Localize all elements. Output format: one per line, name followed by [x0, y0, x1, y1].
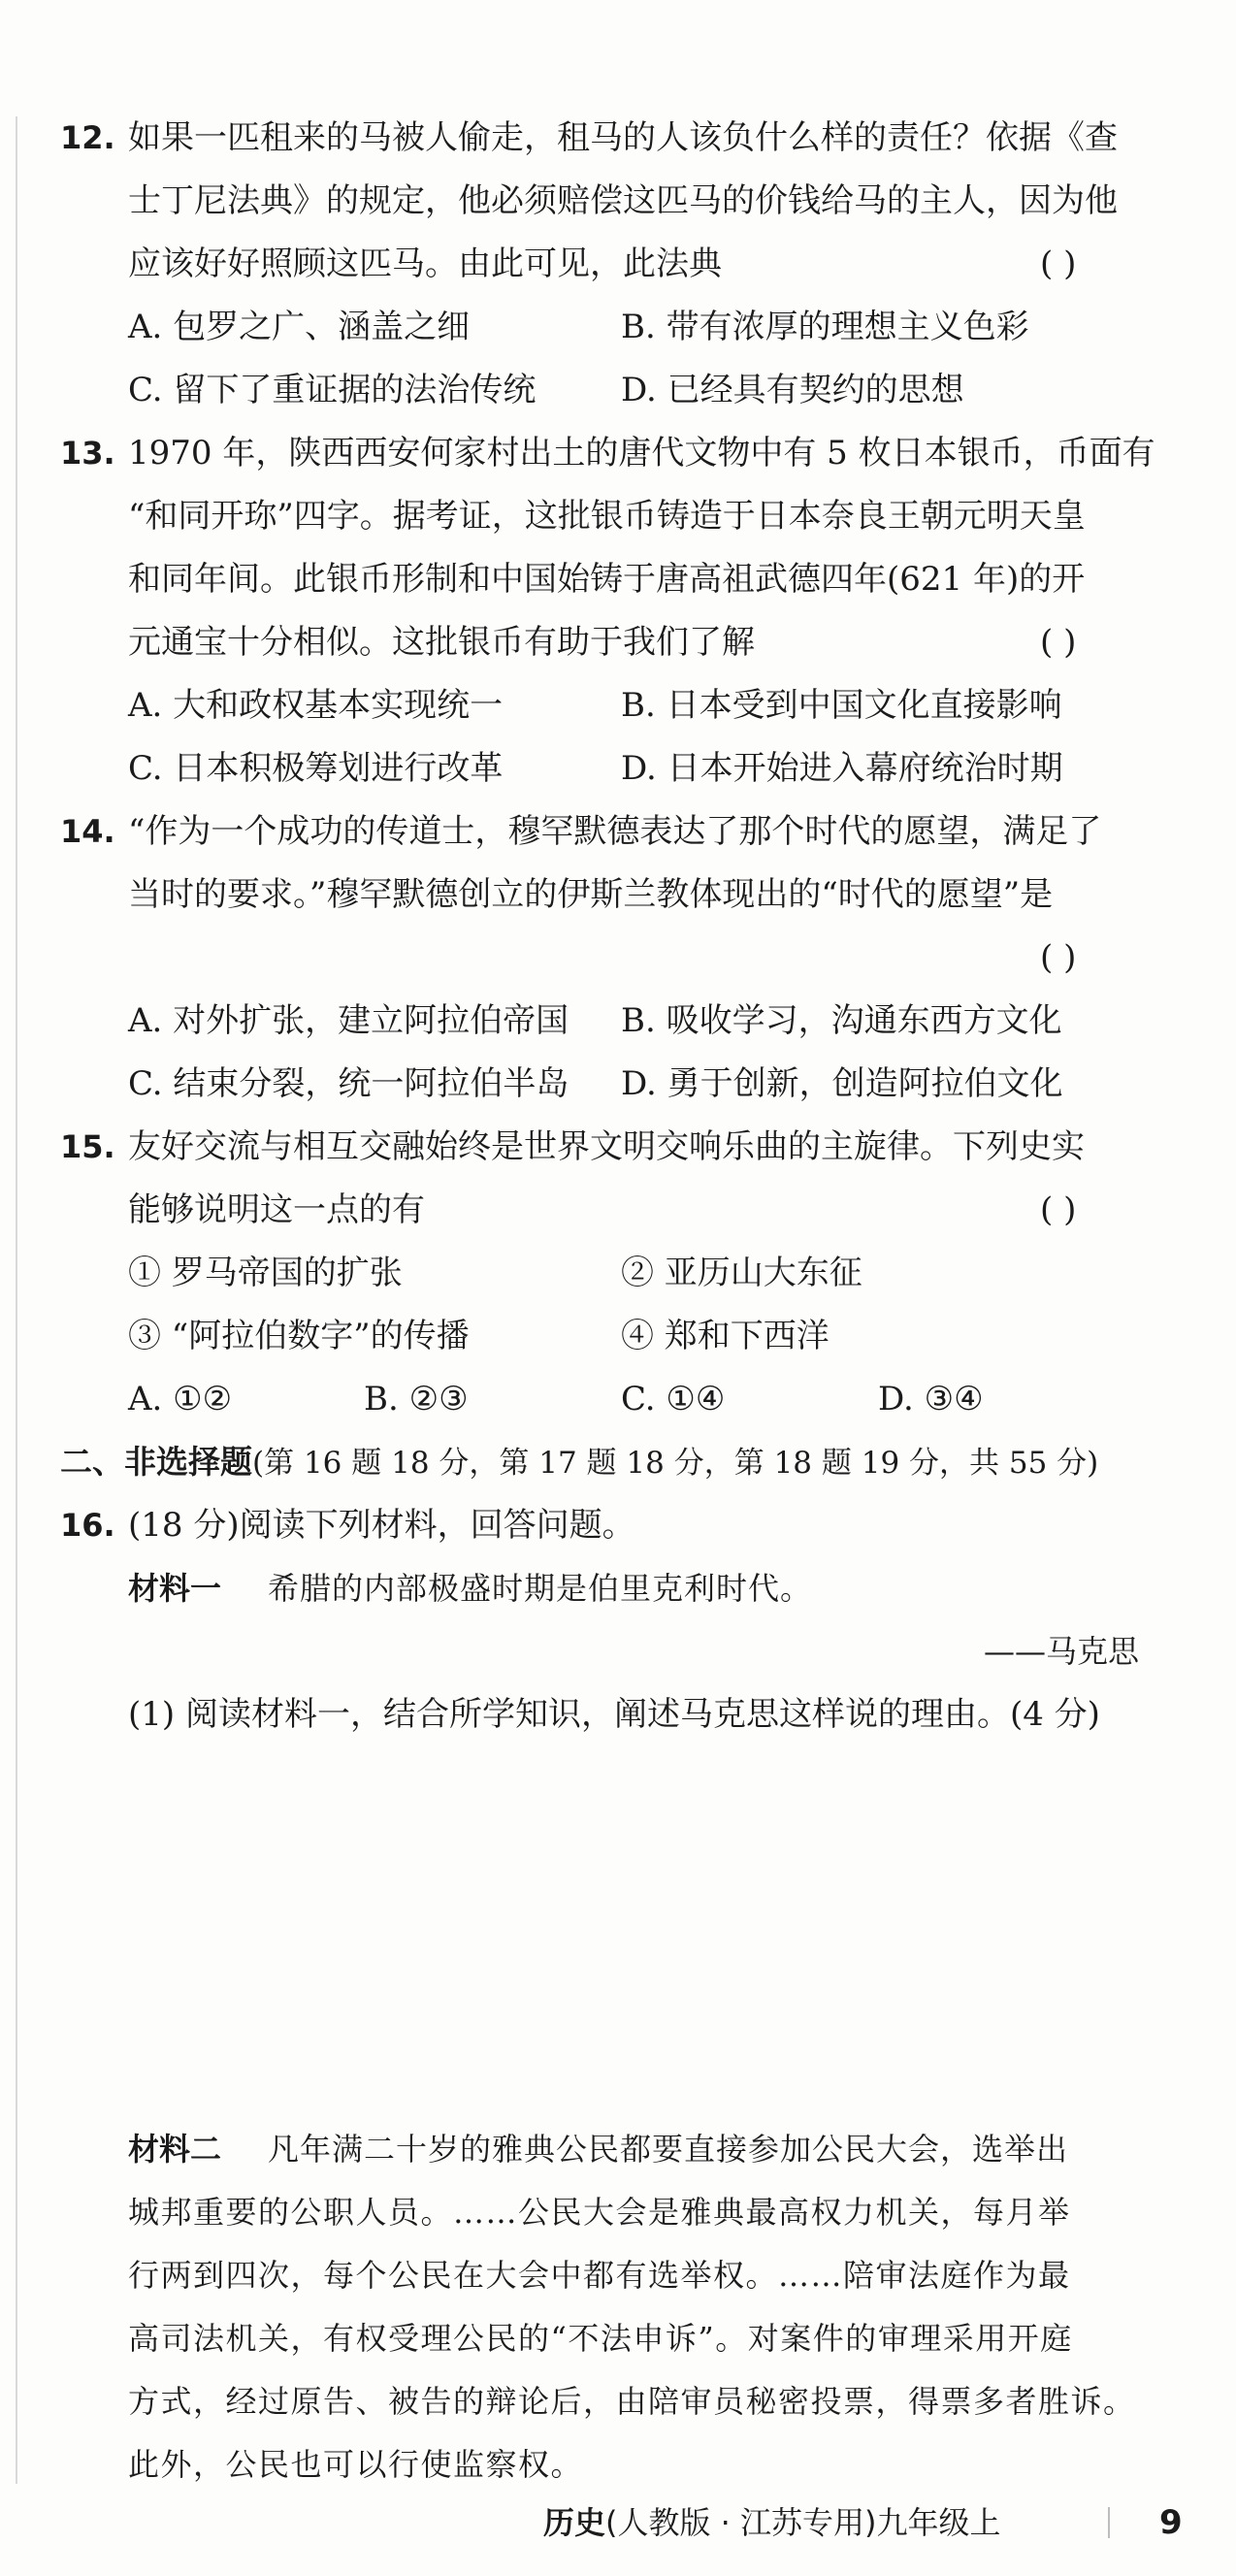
statement-4: ④ 郑和下西洋: [621, 1317, 829, 1355]
sub-question-1: (1) 阅读材料一，结合所学知识，阐述马克思这样说的理由。(4 分): [128, 1695, 1100, 1734]
sub-question-1-line: [0, 1685, 1236, 1744]
option-a: A. 包罗之广、涵盖之细: [128, 308, 471, 346]
question-text: 应该好好照顾这匹马。由此可见，此法典: [128, 245, 722, 283]
question-text: 当时的要求。”穆罕默德创立的伊斯兰教体现出的“时代的愿望”是: [128, 875, 1054, 914]
question-text: 能够说明这一点的有: [128, 1190, 425, 1229]
footer-edition: (人教版 · 江苏专用)九年级上: [605, 2504, 1001, 2541]
material-2-text: 此外，公民也可以行使监察权。: [128, 2446, 584, 2483]
material-2-text: 方式，经过原告、被告的辩论后，由陪审员秘密投票，得票多者胜诉。: [128, 2383, 1136, 2420]
question-12-options-ab: [0, 298, 1236, 356]
question-13-options-ab: [0, 676, 1236, 734]
question-12-line-2: [0, 172, 1236, 230]
question-number: 13.: [60, 435, 115, 472]
answer-bracket: ( ): [1040, 938, 1077, 977]
question-text: 如果一匹租来的马被人偷走，租马的人该负什么样的责任？依据《查: [128, 118, 1118, 157]
option-c: C. ①④: [621, 1380, 726, 1418]
question-12-line-3: [0, 235, 1236, 293]
material-2-line-1: [0, 2120, 1236, 2178]
option-d: D. ③④: [878, 1380, 984, 1418]
statement-1: ① 罗马帝国的扩张: [128, 1254, 403, 1292]
material-2-text: 凡年满二十岁的雅典公民都要直接参加公民大会，选举出: [268, 2131, 1069, 2168]
footer-book-title: [543, 2494, 1001, 2552]
question-13-line-1: [0, 424, 1236, 482]
option-d: D. 已经具有契约的思想: [621, 371, 964, 409]
question-13-options-cd: [0, 739, 1236, 798]
material-2-label: 材料二: [128, 2131, 222, 2168]
option-b: B. 带有浓厚的理想主义色彩: [621, 308, 1029, 346]
material-2-line-5: [0, 2372, 1236, 2430]
material-2-text: 高司法机关，有权受理公民的“不法申诉”。对案件的审理采用开庭: [128, 2320, 1073, 2357]
material-2-text: 城邦重要的公职人员。……公民大会是雅典最高权力机关，每月举: [128, 2194, 1071, 2231]
option-b: B. 吸收学习，沟通东西方文化: [621, 1001, 1062, 1040]
option-c: C. 结束分裂，统一阿拉伯半岛: [128, 1064, 569, 1103]
question-15-options: [0, 1370, 1236, 1428]
material-1-source: ——马克思: [983, 1633, 1139, 1670]
option-b: B. ②③: [364, 1380, 469, 1418]
section-heading: [60, 1433, 1098, 1492]
option-d: D. 勇于创新，创造阿拉伯文化: [621, 1064, 1063, 1103]
answer-bracket: ( ): [1040, 245, 1077, 283]
question-number: 14.: [60, 813, 115, 850]
material-2-text: 行两到四次，每个公民在大会中都有选举权。……陪审法庭作为最: [128, 2257, 1071, 2294]
answer-space[interactable]: [128, 1751, 1137, 2110]
question-text: “作为一个成功的传道士，穆罕默德表达了那个时代的愿望，满足了: [128, 812, 1102, 851]
footer-subject: 历史: [543, 2504, 606, 2541]
question-14-bracket-line: [0, 929, 1236, 987]
question-text: 士丁尼法典》的规定，他必须赔偿这匹马的价钱给马的主人，因为他: [128, 181, 1118, 220]
option-d: D. 日本开始进入幕府统治时期: [621, 749, 1063, 788]
option-b: B. 日本受到中国文化直接影响: [621, 686, 1062, 725]
question-text: (18 分)阅读下列材料，回答问题。: [128, 1506, 635, 1545]
question-15-line-2: [0, 1181, 1236, 1239]
option-c: C. 留下了重证据的法治传统: [128, 371, 537, 409]
question-15-items-34: [0, 1307, 1236, 1365]
footer-divider: [1108, 2507, 1110, 2538]
question-text: “和同开珎”四字。据考证，这批银币铸造于日本奈良王朝元明天皇: [128, 497, 1086, 536]
question-number: 15.: [60, 1128, 115, 1165]
material-2-line-4: [0, 2309, 1236, 2367]
page-number: 9: [1159, 2503, 1183, 2542]
option-a: A. ①②: [128, 1380, 233, 1418]
question-text: 1970 年，陕西西安何家村出土的唐代文物中有 5 枚日本银币，币面有: [128, 434, 1155, 473]
question-14-options-cd: [0, 1055, 1236, 1113]
option-c: C. 日本积极筹划进行改革: [128, 749, 504, 788]
question-14-options-ab: [0, 992, 1236, 1050]
material-2-line-2: [0, 2183, 1236, 2241]
question-13-line-2: [0, 487, 1236, 545]
option-a: A. 大和政权基本实现统一: [128, 686, 504, 725]
question-15-items-12: [0, 1244, 1236, 1302]
section-score-note: (第 16 题 18 分，第 17 题 18 分，第 18 题 19 分，共 55 分): [252, 1446, 1099, 1481]
answer-bracket: ( ): [1040, 1190, 1077, 1229]
material-1-line: [0, 1559, 1236, 1617]
material-1-source-line: [0, 1622, 1236, 1680]
section-2-heading-line: [0, 1433, 1236, 1491]
page-footer: [0, 2494, 1236, 2552]
answer-bracket: ( ): [1040, 623, 1077, 662]
question-text: 和同年间。此银币形制和中国始铸于唐高祖武德四年(621 年)的开: [128, 560, 1086, 599]
question-16-intro-line: [0, 1496, 1236, 1554]
option-a: A. 对外扩张，建立阿拉伯帝国: [128, 1001, 569, 1040]
question-14-line-1: [0, 802, 1236, 861]
question-13-line-3: [0, 550, 1236, 608]
material-2-line-3: [0, 2246, 1236, 2304]
question-text: 元通宝十分相似。这批银币有助于我们了解: [128, 623, 755, 662]
question-12-line-1: [0, 109, 1236, 167]
question-number: 12.: [60, 119, 115, 156]
question-number: 16.: [60, 1507, 115, 1544]
question-15-line-1: [0, 1118, 1236, 1176]
question-13-line-4: [0, 613, 1236, 671]
statement-3: ③ “阿拉伯数字”的传播: [128, 1317, 470, 1355]
question-14-line-2: [0, 865, 1236, 924]
statement-2: ② 亚历山大东征: [621, 1254, 862, 1292]
material-2-line-6: [0, 2435, 1236, 2494]
material-1-label: 材料一: [128, 1570, 222, 1607]
material-1-text: 希腊的内部极盛时期是伯里克利时代。: [268, 1570, 813, 1607]
question-text: 友好交流与相互交融始终是世界文明交响乐曲的主旋律。下列史实: [128, 1127, 1085, 1166]
question-12-options-cd: [0, 361, 1236, 419]
section-title: 二、非选择题: [60, 1443, 252, 1481]
